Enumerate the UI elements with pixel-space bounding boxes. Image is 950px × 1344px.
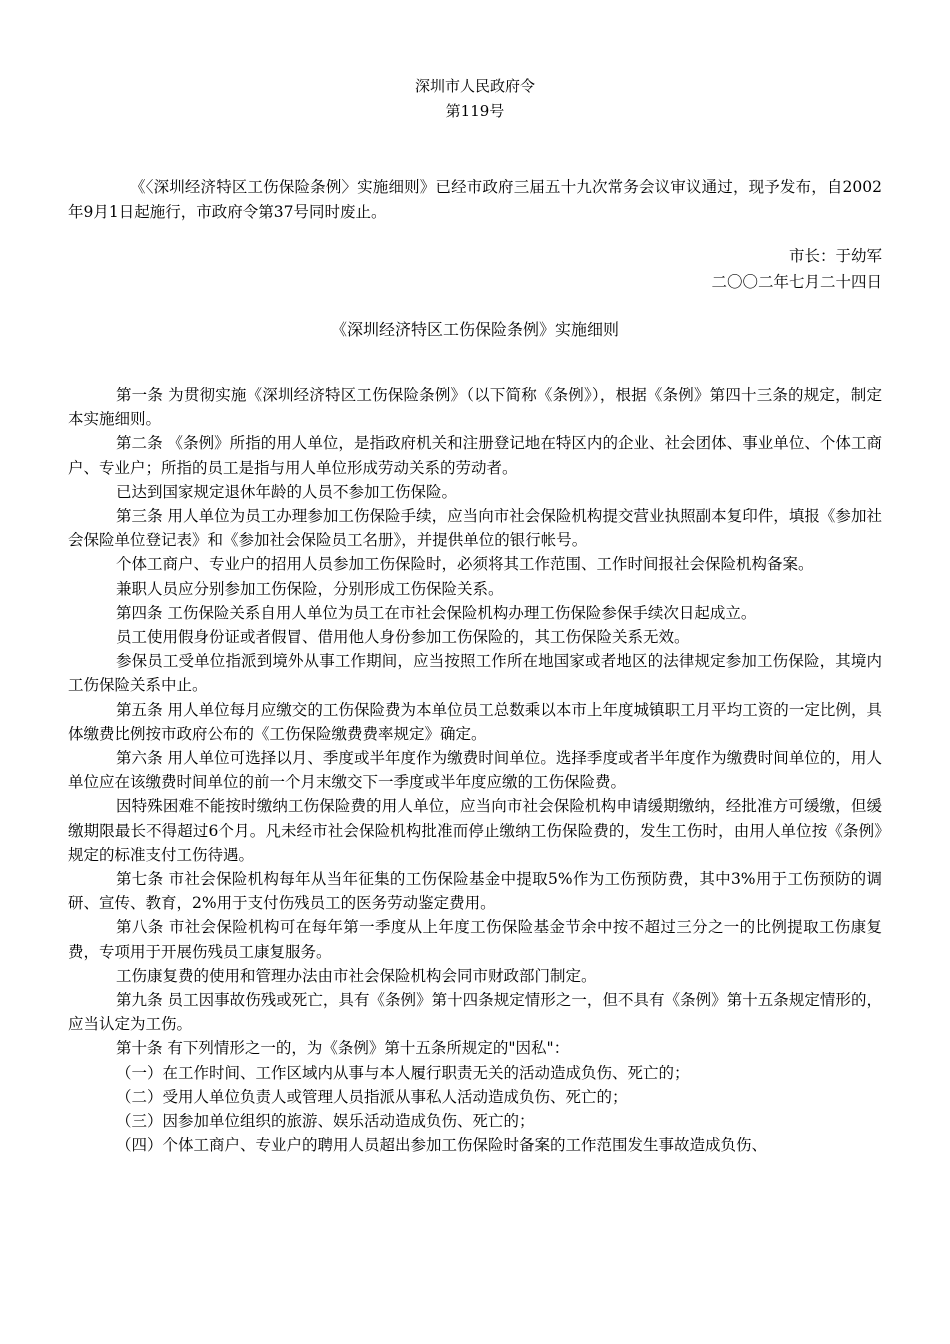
paragraph: 第六条 用人单位可选择以月、季度或半年度作为缴费时间单位。选择季度或者半年度作为缴费时间单位的，用人单位应在该缴费时间单位的前一个月末缴交下一季度或半年度应缴的工伤保险费。 [68,749,882,792]
paragraph: 因特殊困难不能按时缴纳工伤保险费的用人单位，应当向市社会保险机构申请缓期缴纳，经批准方可缓缴，但缓缴期限最长不得超过6个月。凡未经市社会保险机构批准而停止缴纳工伤保险费的，发生工伤时，由用人单位按《条例》规定的标准支付工伤待遇。 [68,797,882,864]
list-item: （一）在工作时间、工作区域内从事与本人履行职责无关的活动造成负伤、死亡的； [116,1063,690,1082]
paragraph: 第二条 《条例》所指的用人单位，是指政府机关和注册登记地在特区内的企业、社会团体、事业单位、个体工商户、专业户；所指的员工是指与用人单位形成劳动关系的劳动者。 [68,434,882,477]
paragraph: 第一条 为贯彻实施《深圳经济特区工伤保险条例》（以下简称《条例》），根据《条例》第四十三条的规定，制定本实施细则。 [68,386,882,429]
signature-date: 二〇〇二年七月二十四日 [711,273,882,291]
paragraph: 第九条 员工因事故伤残或死亡，具有《条例》第十四条规定情形之一，但不具有《条例》第十五条规定情形的，应当认定为工伤。 [68,991,882,1034]
list-item: （二）受用人单位负责人或管理人员指派从事私人活动造成负伤、死亡的； [116,1087,628,1106]
decree-issuer: 深圳市人民政府令 [414,77,535,95]
paragraph: 兼职人员应分别参加工伤保险，分别形成工伤保险关系。 [116,579,504,598]
paragraph: 已达到国家规定退休年龄的人员不参加工伤保险。 [116,482,458,501]
paragraph: 第八条 市社会保险机构可在每年第一季度从上年度工伤保险基金节余中按不超过三分之一的比例提取工伤康复费，专项用于开展伤残员工康复服务。 [68,918,882,961]
paragraph: 第四条 工伤保险关系自用人单位为员工在市社会保险机构办理工伤保险参保手续次日起成立。 [116,603,757,622]
list-item: （四）个体工商户、专业户的聘用人员超出参加工伤保险时备案的工作范围发生事故造成负伤、 [116,1136,768,1155]
paragraph: 第七条 市社会保险机构每年从当年征集的工伤保险基金中提取5%作为工伤预防费，其中3%用于工伤预防的调研、宣传、教育，2%用于支付伤残员工的医务劳动鉴定费用。 [68,870,882,913]
paragraph: 个体工商户、专业户的招用人员参加工伤保险时，必须将其工作范围、工作时间报社会保险机构备案。 [116,555,814,574]
document-title: 《深圳经济特区工伤保险条例》实施细则 [330,320,619,339]
paragraph: 员工使用假身份证或者假冒、借用他人身份参加工伤保险的，其工伤保险关系无效。 [116,628,690,647]
paragraph: 第十条 有下列情形之一的，为《条例》第十五条所规定的"因私"： [116,1039,570,1058]
paragraph: 第三条 用人单位为员工办理参加工伤保险手续，应当向市社会保险机构提交营业执照副本复印件，填报《参加社会保险单位登记表》和《参加社会保险员工名册》，并提供单位的银行帐号。 [68,507,882,550]
mayor-signature: 市长：于幼军 [788,247,882,265]
paragraph: 第五条 用人单位每月应缴交的工伤保险费为本单位员工总数乘以本市上年度城镇职工月平均工资的一定比例，具体缴费比例按市政府公布的《工伤保险缴费费率规定》确定。 [68,700,882,743]
list-item: （三）因参加单位组织的旅游、娱乐活动造成负伤、死亡的； [116,1112,535,1131]
paragraph: 工伤康复费的使用和管理办法由市社会保险机构会同市财政部门制定。 [116,966,597,985]
paragraph: 参保员工受单位指派到境外从事工作期间，应当按照工作所在地国家或者地区的法律规定参加工伤保险，其境内工伤保险关系中止。 [68,652,882,695]
decree-number: 第119号 [445,102,505,120]
document-body [68,383,882,1158]
preamble-paragraph: 《〈深圳经济特区工伤保险条例〉实施细则》已经市政府三届五十九次常务会议审议通过，现予发布，自2002年9月1日起施行，市政府令第37号同时废止。 [68,178,882,221]
